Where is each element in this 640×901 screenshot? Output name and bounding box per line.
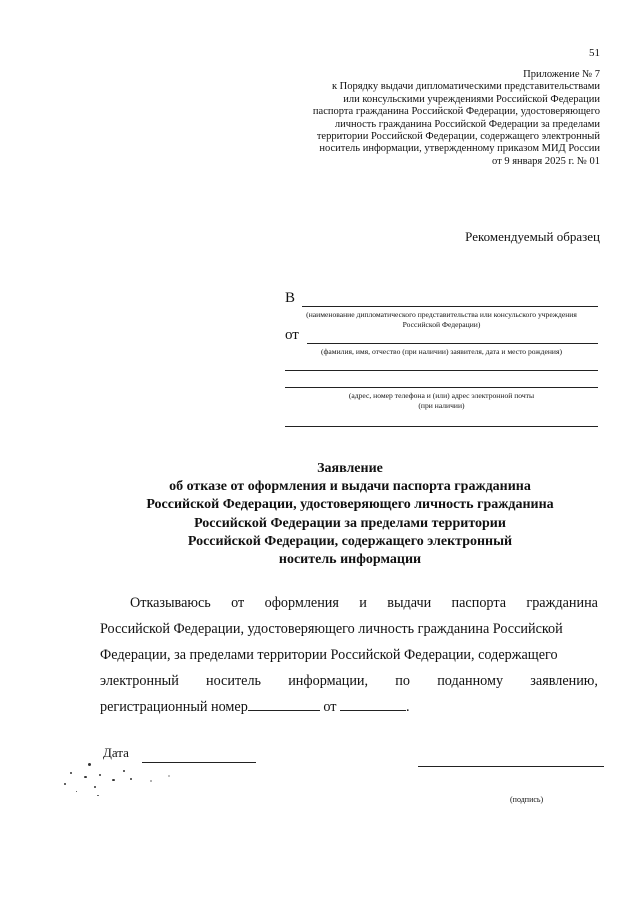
body-line-5 — [100, 697, 598, 716]
body-line-1 — [130, 595, 598, 612]
date-field-line[interactable] — [142, 762, 256, 763]
heading-line: Заявление — [317, 461, 383, 476]
heading-line: Российской Федерации, удостоверяющего личность гражданина — [146, 497, 554, 513]
body-line-2: Российской Федерации, удостоверяющего личность гражданина Российской — [100, 621, 563, 637]
body-word: электронный — [100, 673, 179, 689]
body-word: носитель — [206, 673, 261, 689]
contact-caption-line: (при наличии) — [418, 400, 465, 410]
to-field-line[interactable] — [302, 306, 598, 307]
applicant-info-line[interactable] — [285, 370, 598, 371]
heading-line: Российской Федерации, содержащего электронный — [187, 533, 513, 549]
registration-number-label: регистрационный номер — [100, 699, 248, 715]
body-word: заявлению, — [530, 673, 598, 689]
annex-line: Приложение № 7 — [523, 69, 600, 80]
body-word: поданному — [437, 673, 504, 689]
statement-heading — [60, 460, 640, 569]
sentence-end: . — [406, 699, 410, 715]
to-field-caption — [285, 310, 598, 329]
annex-line: или консульскими учреждениями Российской Федерации — [343, 93, 600, 105]
body-word: гражданина — [526, 595, 598, 611]
contact-field-caption — [285, 391, 598, 410]
application-date-field[interactable] — [340, 697, 406, 711]
to-caption-line: Российской Федерации) — [402, 319, 481, 329]
body-word: оформления — [264, 595, 339, 611]
annex-line: носитель информации, утвержденному приказом МИД России — [319, 143, 600, 155]
heading-line: носитель информации — [278, 552, 422, 568]
annex-line: личность гражданина Российской Федерации за пределами — [334, 118, 600, 130]
body-word: от — [231, 595, 245, 611]
body-line-3: Федерации, за пределами территории Российской Федерации, содержащего — [100, 647, 558, 663]
body-word: выдачи — [387, 595, 432, 611]
from-field-caption: (фамилия, имя, отчество (при наличии) заявителя, дата и место рождения) — [320, 347, 563, 356]
body-line-4 — [100, 673, 598, 690]
signature-caption: (подпись) — [510, 795, 544, 804]
annex-line: к Порядку выдачи дипломатическими представительствами — [331, 81, 600, 93]
contact-caption-line: (адрес, номер телефона и (или) адрес электронной почты — [348, 391, 535, 400]
extra-info-line[interactable] — [285, 426, 598, 427]
annex-line: паспорта гражданина Российской Федерации, удостоверяющего — [312, 106, 600, 118]
annex-line: территории Российской Федерации, содержащего электронный — [316, 131, 600, 143]
page-number: 51 — [589, 47, 600, 59]
heading-line: Российской Федерации за пределами территории — [194, 515, 506, 531]
to-letter: В — [285, 290, 296, 306]
body-word: по — [395, 673, 410, 689]
heading-line: об отказе от оформления и выдачи паспорта гражданина — [169, 479, 531, 495]
annex-line: от 9 января 2025 г. № 01 — [492, 155, 600, 167]
to-caption-line: (наименование дипломатического представительства или консульского учреждения — [306, 310, 577, 319]
from-field-line[interactable] — [307, 343, 598, 344]
annex-block — [280, 69, 600, 168]
signature-field-line[interactable] — [418, 766, 604, 767]
body-word: паспорта — [451, 595, 506, 611]
date-from-label: от — [319, 699, 340, 715]
date-label: Дата — [103, 745, 129, 760]
recommended-sample-label: Рекомендуемый образец — [465, 229, 600, 244]
contact-info-line[interactable] — [285, 387, 598, 388]
registration-number-field[interactable] — [248, 697, 320, 711]
body-word: информации, — [288, 673, 369, 689]
body-word: и — [359, 595, 367, 611]
body-word: Отказываюсь — [130, 595, 211, 611]
from-letter: от — [285, 327, 299, 343]
